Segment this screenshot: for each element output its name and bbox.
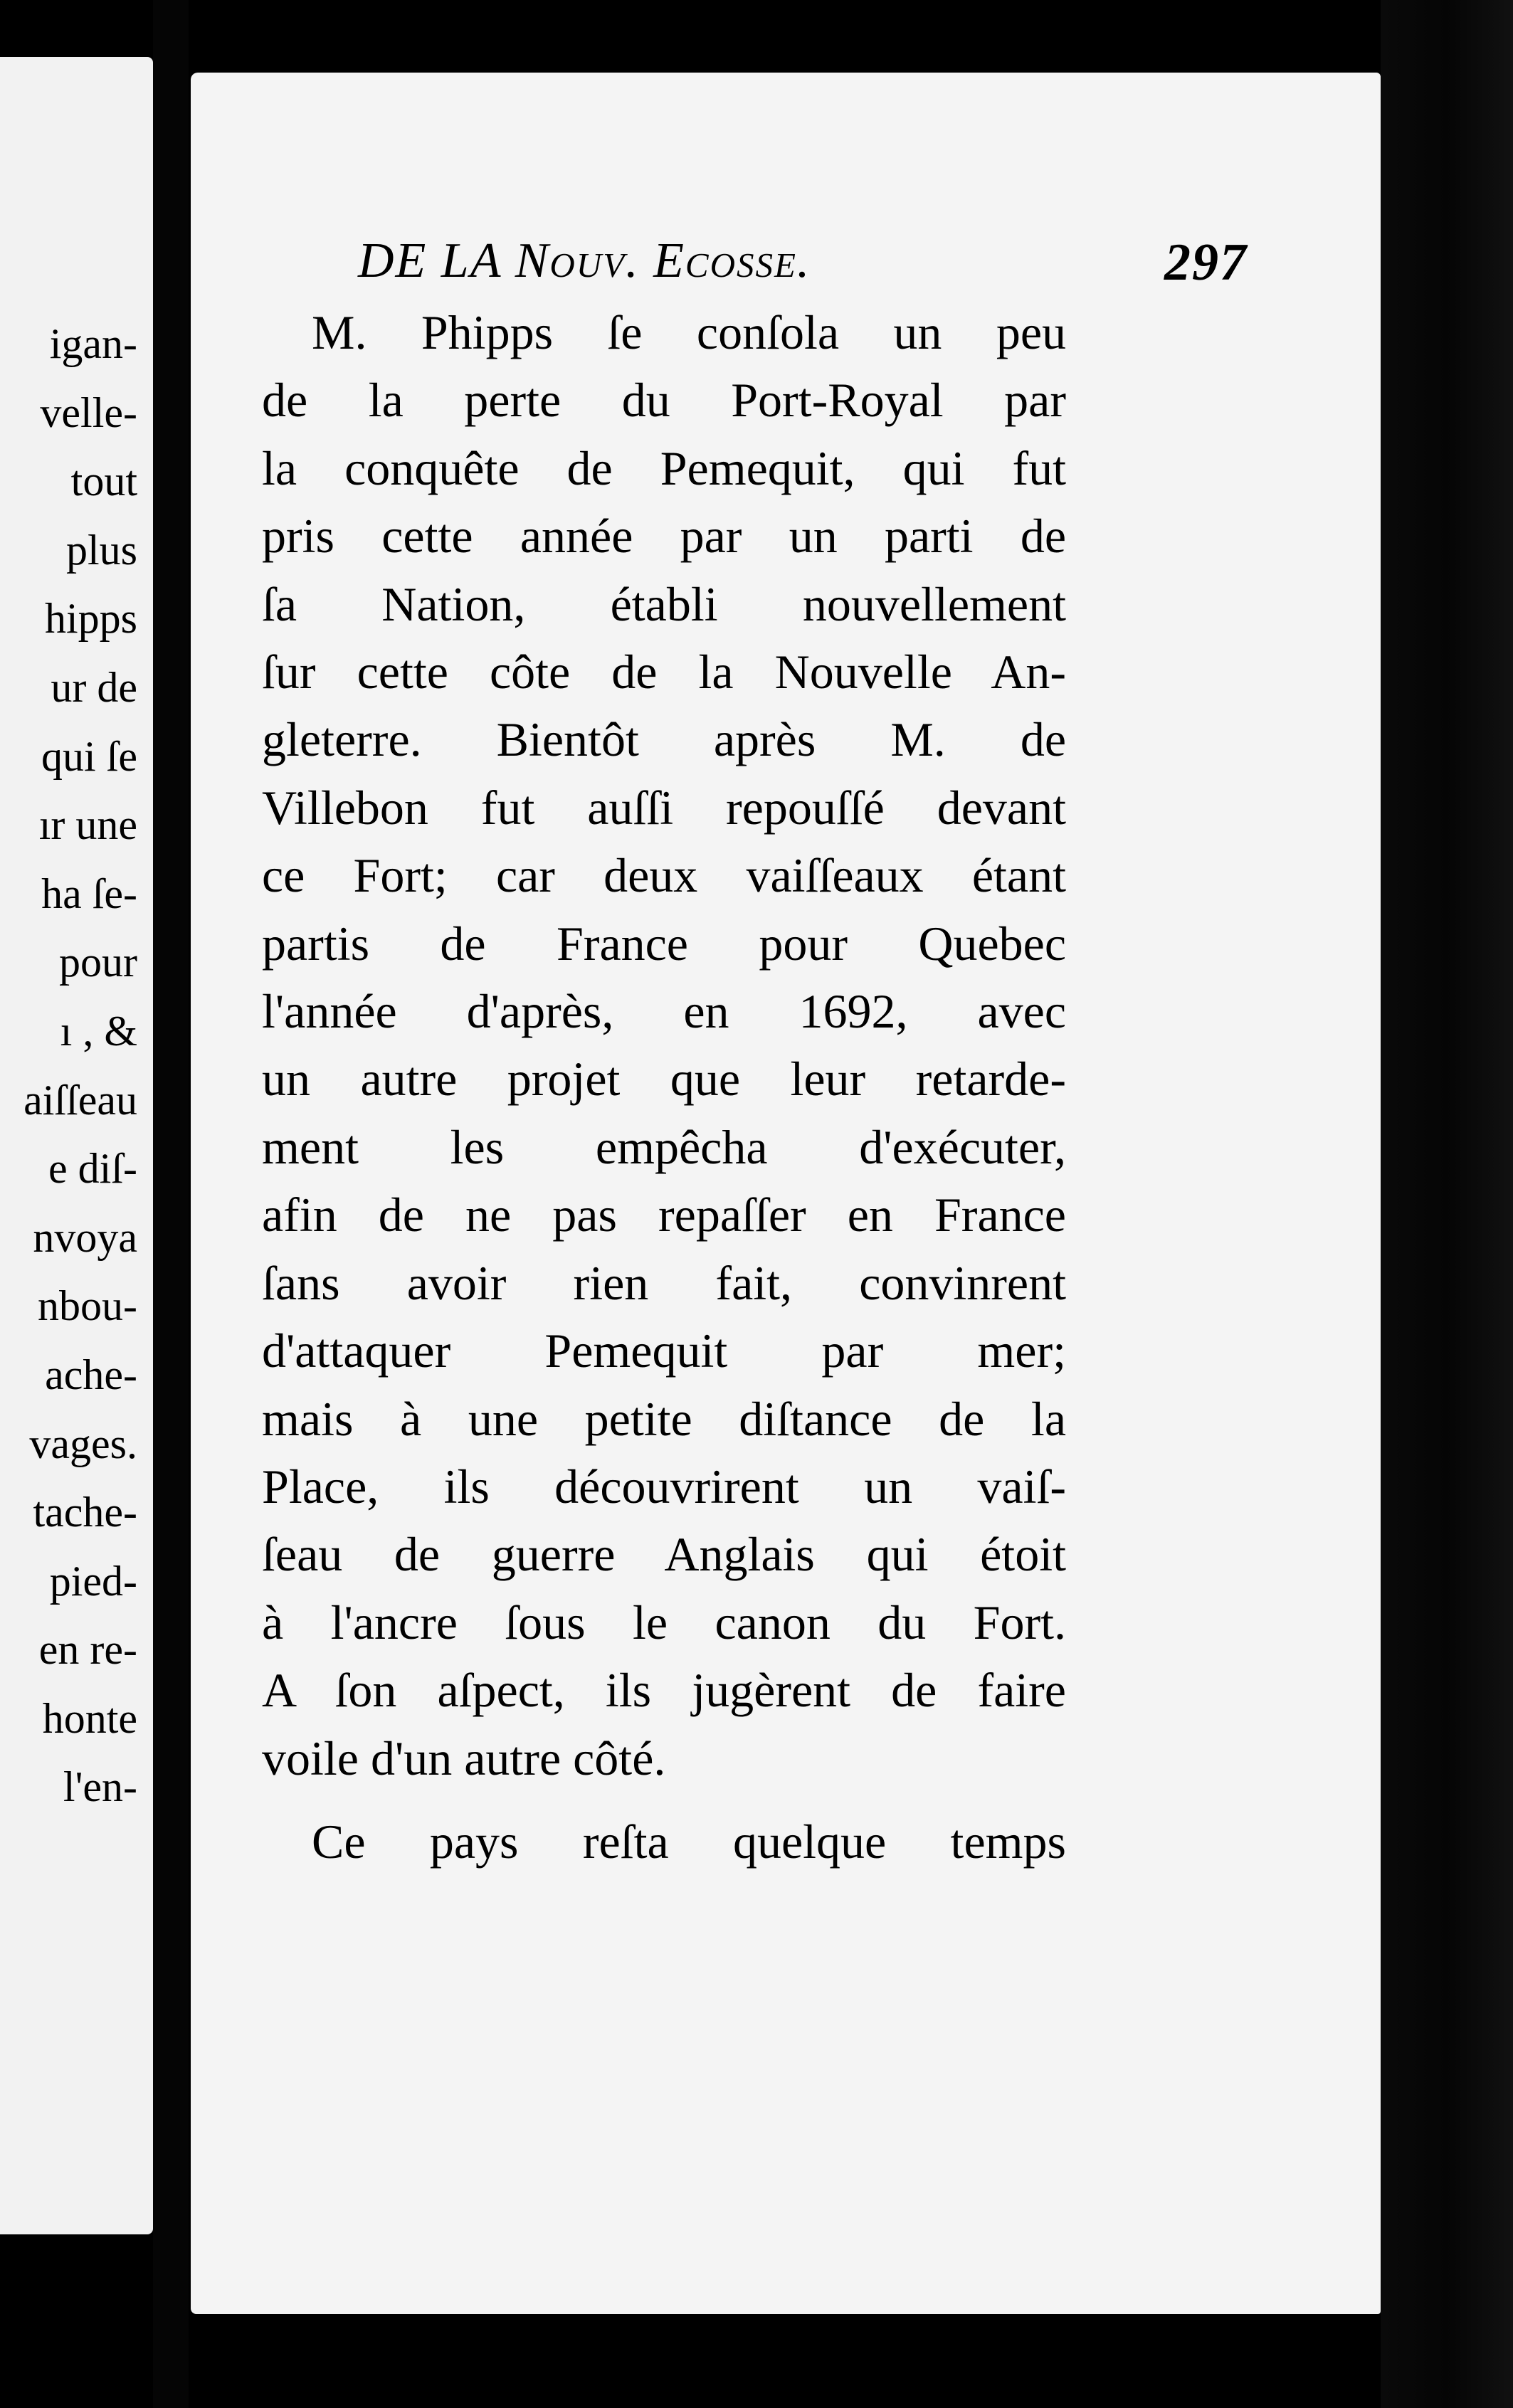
text-line: ſeau de guerre Anglais qui étoit (262, 1527, 1066, 1582)
text-line: Villebon fut auſſi repouſſé devant (262, 780, 1066, 835)
left-page-text (23, 310, 137, 1822)
left-line: hipps (44, 595, 137, 643)
text-line: un autre projet que leur retarde- (262, 1052, 1066, 1107)
left-line: vages. (29, 1420, 137, 1467)
left-line: ır une (38, 801, 137, 849)
text-line: ce Fort; car deux vaiſſeaux étant (262, 848, 1066, 903)
page-number: 297 (1164, 233, 1248, 292)
left-line: aiſſeau (23, 1076, 137, 1124)
text-line: ment les empêcha d'exécuter, (262, 1119, 1066, 1174)
text-line: la conquête de Pemequit, qui fut (262, 440, 1066, 495)
text-line: d'attaquer Pemequit par mer; (262, 1324, 1066, 1378)
left-line: ur de (51, 663, 137, 711)
text-line: ſans avoir rien fait, convinrent (262, 1255, 1066, 1310)
text-line: mais à une petite diſtance de la (262, 1391, 1066, 1446)
left-line: pour (59, 939, 137, 986)
left-line: en re- (38, 1626, 137, 1674)
right-page (191, 73, 1381, 2314)
text-line: A ſon aſpect, ils jugèrent de faire (262, 1663, 1066, 1718)
left-line: plus (65, 526, 137, 574)
left-page (0, 57, 153, 2234)
left-line: tout (70, 458, 137, 505)
book-gutter (153, 0, 189, 2408)
left-line: qui ſe (41, 732, 137, 780)
text-line: partis de France pour Quebec (262, 916, 1066, 971)
left-line: ı , & (60, 1007, 137, 1055)
text-line: pris cette année par un parti de (262, 509, 1066, 564)
page-content (191, 73, 1381, 2314)
left-line: nbou- (38, 1282, 137, 1330)
left-line: l'en- (63, 1763, 137, 1811)
left-line: ha ſe- (41, 870, 137, 917)
text-line: ſur cette côte de la Nouvelle An- (262, 645, 1066, 699)
left-line: honte (42, 1694, 137, 1742)
text-line: voile d'un autre côté. (262, 1731, 666, 1785)
left-line: ache- (45, 1351, 137, 1398)
left-line: velle- (40, 389, 137, 436)
left-line: igan- (49, 320, 137, 367)
text-line: à l'ancre ſous le canon du Fort. (262, 1595, 1066, 1649)
left-line: pied- (49, 1557, 137, 1605)
left-line: e diſ- (48, 1145, 137, 1193)
body-text (262, 299, 1066, 1876)
book-edge (1381, 0, 1513, 2408)
left-line: tache- (33, 1489, 137, 1536)
text-line: de la perte du Port-Royal par (262, 373, 1066, 428)
text-line: Ce pays reſta quelque temps (312, 1814, 1066, 1869)
running-title: DE LA Nouv. Ecosse. (358, 233, 811, 288)
text-line: Place, ils découvrirent un vaiſ- (262, 1459, 1066, 1514)
text-line: gleterre. Bientôt après M. de (262, 712, 1066, 767)
text-line: ſa Nation, établi nouvellement (262, 576, 1066, 631)
text-line: M. Phipps ſe conſola un peu (312, 305, 1066, 359)
text-line: afin de ne pas repaſſer en France (262, 1188, 1066, 1242)
text-line: l'année d'après, en 1692, avec (262, 984, 1066, 1039)
left-line: nvoya (33, 1213, 137, 1261)
